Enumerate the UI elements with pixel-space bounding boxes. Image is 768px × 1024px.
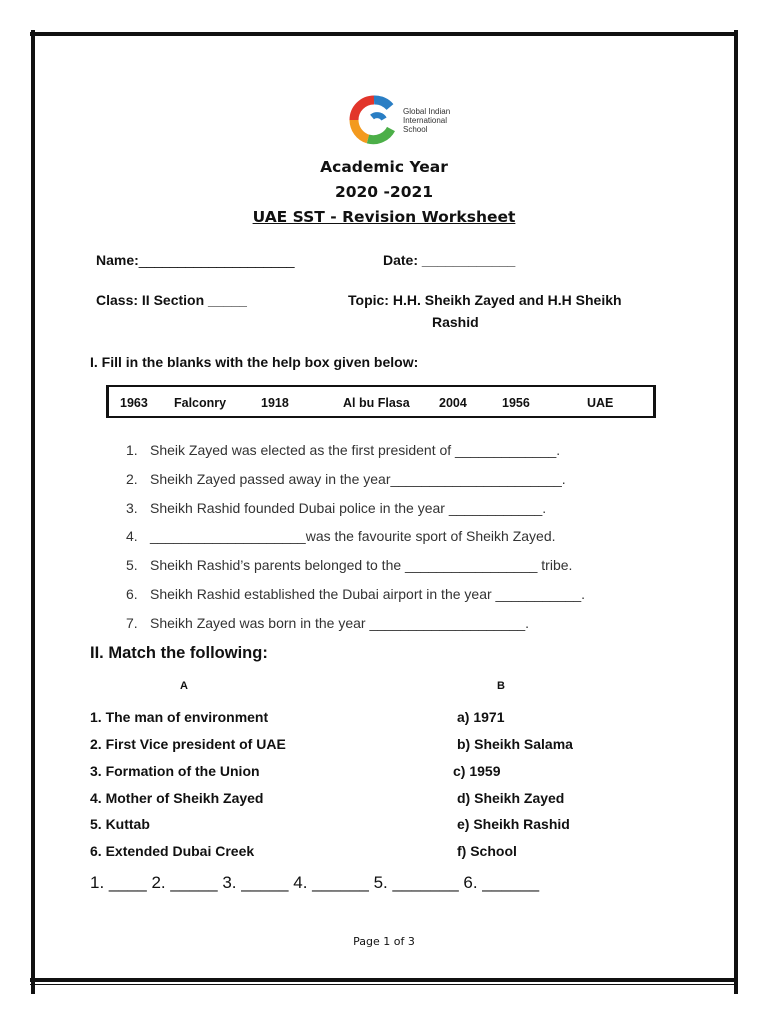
- question-number: 4.: [126, 528, 138, 544]
- school-logo-icon: [346, 95, 402, 145]
- question-text: Sheik Zayed was elected as the first president of _____________.: [150, 442, 561, 458]
- page-number: Page 1 of 3: [353, 935, 415, 948]
- school-name-line: Global Indian: [403, 107, 451, 116]
- page-border-bottom: [30, 978, 738, 982]
- question-number: 7.: [126, 615, 138, 631]
- help-word: 1963: [120, 396, 148, 410]
- match-a-item: 2. First Vice president of UAE: [90, 736, 286, 752]
- question-item: [126, 557, 572, 573]
- school-name-line: International: [403, 116, 448, 125]
- column-a-header: A: [180, 680, 188, 692]
- topic-label-line2: Rashid: [432, 314, 479, 330]
- question-number: 5.: [126, 557, 138, 573]
- help-word: Al bu Flasa: [343, 396, 410, 410]
- academic-year-label: Academic Year: [320, 158, 448, 176]
- date-blank: ____________: [421, 252, 516, 268]
- question-text: Sheikh Rashid’s parents belonged to the _________________ tribe.: [150, 557, 573, 573]
- question-item: [126, 615, 529, 631]
- match-a-item: 6. Extended Dubai Creek: [90, 843, 255, 859]
- page-border-top: [30, 32, 738, 36]
- match-a-item: 1. The man of environment: [90, 709, 269, 725]
- question-item: [126, 442, 560, 458]
- question-text: ____________________was the favourite sport of Sheikh Zayed.: [150, 528, 556, 544]
- name-label: Name:: [96, 252, 139, 268]
- school-logo: [346, 95, 466, 145]
- section1-title: I. Fill in the blanks with the help box given below:: [90, 354, 419, 370]
- help-word: Falconry: [174, 396, 227, 410]
- match-b-item: b) Sheikh Salama: [457, 736, 573, 752]
- help-box: [106, 385, 656, 418]
- name-blank: ____________________: [138, 252, 295, 268]
- question-text: Sheikh Zayed was born in the year ____________________.: [150, 615, 530, 631]
- help-word: 2004: [439, 396, 467, 410]
- question-text: Sheikh Zayed passed away in the year______________________.: [150, 471, 566, 487]
- page-border-bottom-inner: [30, 984, 738, 985]
- match-b-item: e) Sheikh Rashid: [457, 816, 570, 832]
- match-b-item: c) 1959: [453, 763, 501, 779]
- help-word: 1956: [502, 396, 530, 410]
- section2-title: II. Match the following:: [90, 644, 268, 662]
- topic-label: Topic: H.H. Sheikh Zayed and H.H Sheikh: [348, 292, 622, 308]
- class-label: Class: II Section _____: [96, 292, 247, 308]
- match-a-item: 5. Kuttab: [90, 816, 150, 832]
- question-item: [126, 528, 556, 544]
- date-field: [383, 252, 515, 268]
- question-number: 6.: [126, 586, 138, 602]
- question-number: 2.: [126, 471, 138, 487]
- match-b-item: f) School: [457, 843, 517, 859]
- question-item: [126, 500, 546, 516]
- help-word: 1918: [261, 396, 289, 410]
- worksheet-title: UAE SST - Revision Worksheet: [252, 208, 516, 226]
- match-a-item: 4. Mother of Sheikh Zayed: [90, 790, 264, 806]
- school-name-line: School: [403, 125, 428, 134]
- date-label: Date:: [383, 252, 419, 268]
- match-b-item: a) 1971: [457, 709, 505, 725]
- question-number: 1.: [126, 442, 138, 458]
- question-item: [126, 471, 566, 487]
- question-text: Sheikh Rashid founded Dubai police in the year ____________.: [150, 500, 547, 516]
- answer-line: 1. ____ 2. _____ 3. _____ 4. ______ 5. _______ 6. ______: [90, 873, 540, 892]
- help-word: UAE: [587, 396, 614, 410]
- match-a-item: 3. Formation of the Union: [90, 763, 260, 779]
- question-item: [126, 586, 585, 602]
- school-name: [403, 107, 473, 134]
- question-text: Sheikh Rashid established the Dubai airport in the year ___________.: [150, 586, 586, 602]
- match-b-item: d) Sheikh Zayed: [457, 790, 565, 806]
- academic-year-value: 2020 -2021: [334, 183, 434, 201]
- column-b-header: B: [497, 680, 505, 692]
- name-field: [96, 252, 295, 268]
- question-number: 3.: [126, 500, 138, 516]
